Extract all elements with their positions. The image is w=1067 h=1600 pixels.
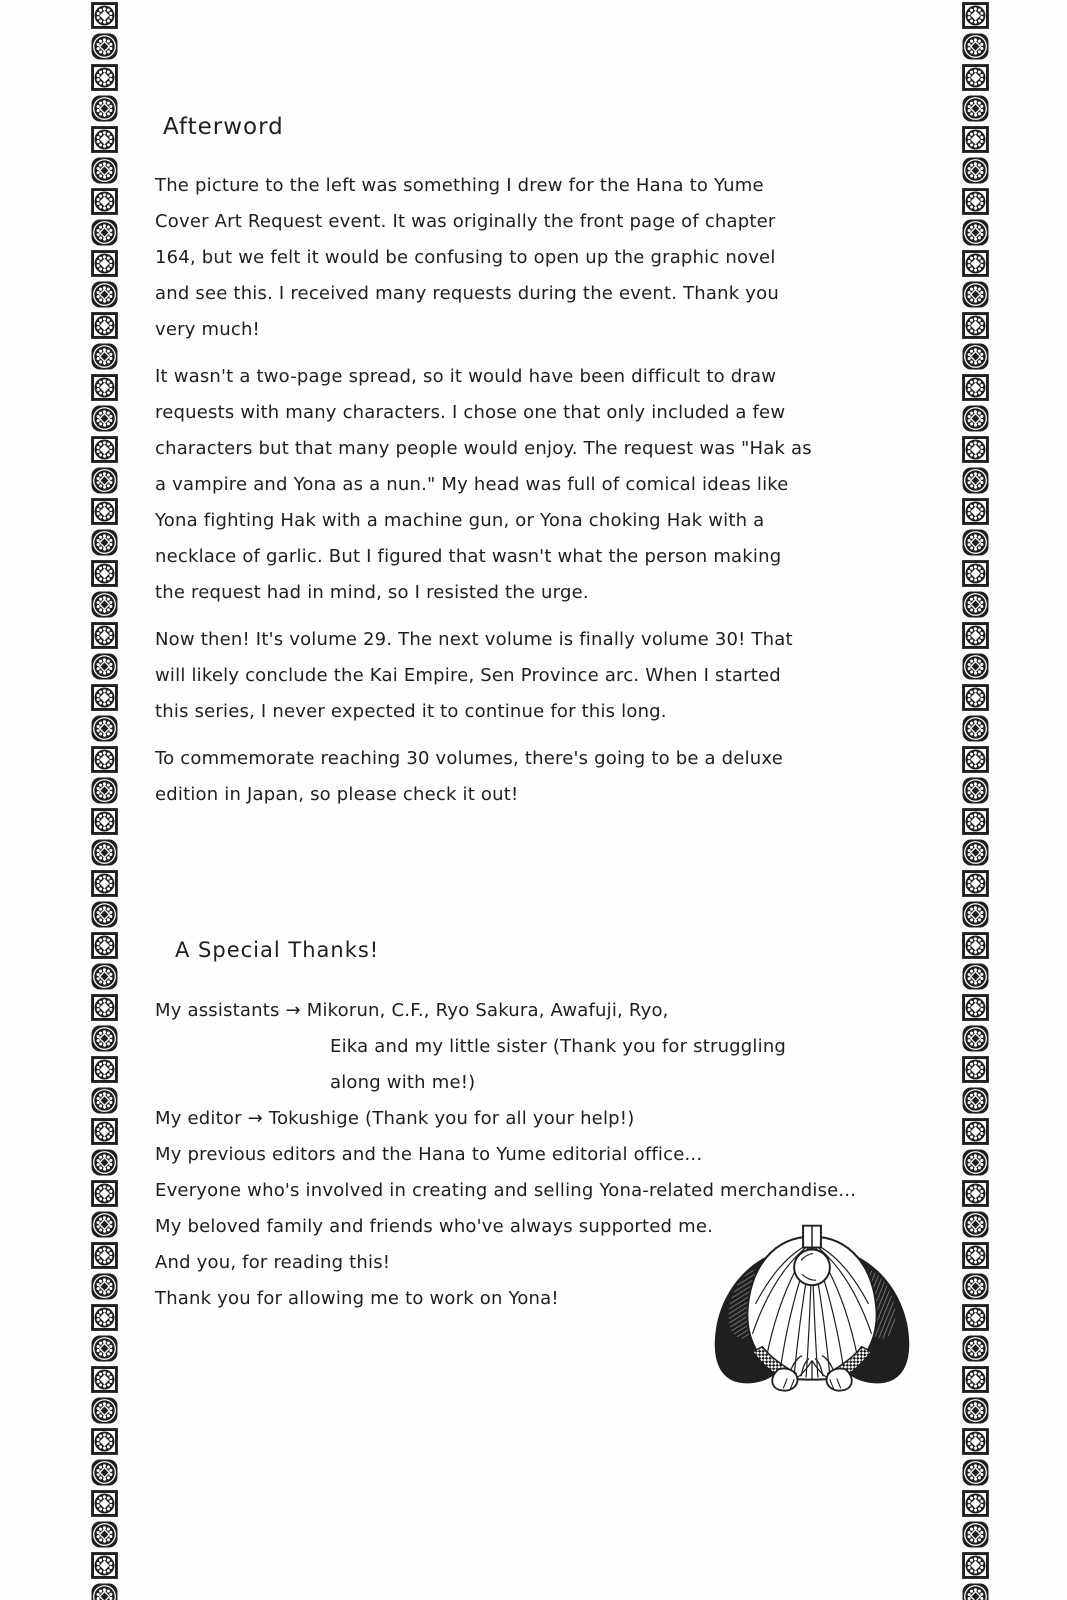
border-tile-light xyxy=(962,498,989,525)
bowing-character-illustration xyxy=(693,1212,931,1402)
text-line: 164, but we felt it would be confusing to open up the graphic novel xyxy=(155,247,776,268)
text-line: Eika and my little sister (Thank you for struggling xyxy=(330,1036,787,1057)
border-tile-dark xyxy=(91,1149,118,1176)
border-tile-dark xyxy=(91,591,118,618)
text-line: And you, for reading this! xyxy=(155,1252,391,1273)
border-tile-light xyxy=(962,622,989,649)
border-tile-light xyxy=(962,312,989,339)
text-line: To commemorate reaching 30 volumes, there's going to be a deluxe xyxy=(155,748,783,769)
border-tile-light xyxy=(91,312,118,339)
border-tile-light xyxy=(91,746,118,773)
text-line: very much! xyxy=(155,319,260,340)
text-line: requests with many characters. I chose one that only included a few xyxy=(155,402,786,423)
afterword-paragraph-3 xyxy=(155,622,937,730)
border-tile-dark xyxy=(91,33,118,60)
border-tile-dark xyxy=(91,715,118,742)
text-line: necklace of garlic. But I figured that wasn't what the person making xyxy=(155,546,782,567)
border-tile-dark xyxy=(962,281,989,308)
border-tile-dark xyxy=(962,715,989,742)
border-tile-dark xyxy=(91,963,118,990)
border-tile-dark xyxy=(962,1211,989,1238)
border-tile-light xyxy=(962,870,989,897)
decorative-border-left xyxy=(91,2,118,1600)
border-tile-dark xyxy=(962,901,989,928)
border-tile-dark xyxy=(91,653,118,680)
border-tile-dark xyxy=(91,1335,118,1362)
border-tile-dark xyxy=(962,219,989,246)
border-tile-light xyxy=(962,1490,989,1517)
border-tile-dark xyxy=(962,591,989,618)
text-line: edition in Japan, so please check it out! xyxy=(155,784,519,805)
text-line: My assistants → Mikorun, C.F., Ryo Sakura, Awafuji, Ryo, xyxy=(155,1000,669,1021)
border-tile-dark xyxy=(962,343,989,370)
border-tile-dark xyxy=(91,529,118,556)
text-line: the request had in mind, so I resisted the urge. xyxy=(155,582,589,603)
border-tile-dark xyxy=(962,33,989,60)
border-tile-dark xyxy=(91,1211,118,1238)
text-line: The picture to the left was something I drew for the Hana to Yume xyxy=(155,175,764,196)
text-line: this series, I never expected it to continue for this long. xyxy=(155,701,667,722)
border-tile-light xyxy=(962,684,989,711)
border-tile-dark xyxy=(962,467,989,494)
border-tile-dark xyxy=(91,467,118,494)
border-tile-light xyxy=(91,560,118,587)
border-tile-light xyxy=(962,374,989,401)
border-tile-light xyxy=(962,2,989,29)
border-tile-light xyxy=(91,1304,118,1331)
border-tile-dark xyxy=(962,1025,989,1052)
border-tile-dark xyxy=(91,1025,118,1052)
border-tile-light xyxy=(91,1056,118,1083)
text-line: My editor → Tokushige (Thank you for all your help!) xyxy=(155,1108,635,1129)
text-line: Now then! It's volume 29. The next volume is finally volume 30! That xyxy=(155,629,793,650)
border-tile-light xyxy=(91,188,118,215)
border-tile-dark xyxy=(962,157,989,184)
border-tile-light xyxy=(91,1242,118,1269)
border-tile-light xyxy=(91,932,118,959)
border-tile-light xyxy=(962,188,989,215)
border-tile-dark xyxy=(91,405,118,432)
afterword-heading: Afterword xyxy=(163,114,284,140)
text-line: will likely conclude the Kai Empire, Sen Province arc. When I started xyxy=(155,665,781,686)
border-tile-dark xyxy=(962,529,989,556)
border-tile-light xyxy=(962,1242,989,1269)
border-tile-light xyxy=(91,2,118,29)
border-tile-dark xyxy=(962,1521,989,1548)
bowing-character-svg xyxy=(693,1212,931,1402)
border-tile-dark xyxy=(962,1087,989,1114)
border-tile-dark xyxy=(962,1335,989,1362)
border-tile-dark xyxy=(91,157,118,184)
border-tile-dark xyxy=(962,839,989,866)
border-tile-dark xyxy=(91,1459,118,1486)
border-tile-dark xyxy=(91,901,118,928)
border-tile-dark xyxy=(91,1273,118,1300)
border-tile-light xyxy=(962,436,989,463)
border-tile-light xyxy=(962,746,989,773)
border-tile-dark xyxy=(962,653,989,680)
border-tile-light xyxy=(91,994,118,1021)
border-tile-light xyxy=(962,1304,989,1331)
border-tile-dark xyxy=(91,1397,118,1424)
border-tile-light xyxy=(91,1552,118,1579)
text-line: Yona fighting Hak with a machine gun, or Yona choking Hak with a xyxy=(155,510,765,531)
afterword-content xyxy=(155,112,937,1317)
border-tile-light xyxy=(91,498,118,525)
border-tile-light xyxy=(91,64,118,91)
border-tile-dark xyxy=(91,1583,118,1600)
text-line: Cover Art Request event. It was originally the front page of chapter xyxy=(155,211,776,232)
border-tile-light xyxy=(962,932,989,959)
border-tile-light xyxy=(962,560,989,587)
border-tile-dark xyxy=(91,1087,118,1114)
text-line: It wasn't a two-page spread, so it would have been difficult to draw xyxy=(155,366,777,387)
border-tile-light xyxy=(91,1428,118,1455)
text-line: characters but that many people would enjoy. The request was "Hak as xyxy=(155,438,812,459)
border-tile-light xyxy=(91,808,118,835)
border-tile-light xyxy=(91,870,118,897)
border-tile-light xyxy=(962,1428,989,1455)
text-line: Thank you for allowing me to work on Yona! xyxy=(155,1288,559,1309)
border-tile-light xyxy=(962,994,989,1021)
border-tile-dark xyxy=(91,343,118,370)
border-tile-light xyxy=(962,1180,989,1207)
afterword-paragraph-4 xyxy=(155,741,937,813)
border-tile-dark xyxy=(91,777,118,804)
text-line: and see this. I received many requests during the event. Thank you xyxy=(155,283,779,304)
border-tile-light xyxy=(91,622,118,649)
border-tile-light xyxy=(962,126,989,153)
text-line: My previous editors and the Hana to Yume editorial office... xyxy=(155,1144,703,1165)
afterword-paragraph-1 xyxy=(155,168,937,348)
text-line: a vampire and Yona as a nun." My head was full of comical ideas like xyxy=(155,474,789,495)
border-tile-dark xyxy=(91,219,118,246)
border-tile-light xyxy=(91,1366,118,1393)
special-thanks-heading: A Special Thanks! xyxy=(175,938,380,962)
border-tile-light xyxy=(962,250,989,277)
border-tile-dark xyxy=(962,1273,989,1300)
border-tile-dark xyxy=(962,777,989,804)
border-tile-dark xyxy=(962,95,989,122)
border-tile-dark xyxy=(962,1583,989,1600)
border-tile-dark xyxy=(91,95,118,122)
border-tile-dark xyxy=(91,839,118,866)
text-line: along with me!) xyxy=(330,1072,476,1093)
border-tile-light xyxy=(962,1552,989,1579)
text-line: My beloved family and friends who've always supported me. xyxy=(155,1216,714,1237)
decorative-border-right xyxy=(962,2,989,1600)
border-tile-dark xyxy=(962,963,989,990)
border-tile-light xyxy=(91,250,118,277)
border-tile-light xyxy=(962,1118,989,1145)
border-tile-dark xyxy=(962,1459,989,1486)
afterword-paragraph-2 xyxy=(155,359,937,611)
border-tile-light xyxy=(91,1180,118,1207)
border-tile-light xyxy=(91,436,118,463)
border-tile-light xyxy=(962,1056,989,1083)
border-tile-light xyxy=(962,1366,989,1393)
border-tile-dark xyxy=(91,281,118,308)
text-line: Everyone who's involved in creating and selling Yona-related merchandise... xyxy=(155,1180,857,1201)
border-tile-light xyxy=(962,64,989,91)
border-tile-light xyxy=(91,1118,118,1145)
border-tile-dark xyxy=(962,405,989,432)
border-tile-light xyxy=(962,808,989,835)
border-tile-dark xyxy=(962,1149,989,1176)
border-tile-light xyxy=(91,684,118,711)
border-tile-light xyxy=(91,126,118,153)
border-tile-dark xyxy=(91,1521,118,1548)
border-tile-light xyxy=(91,374,118,401)
border-tile-light xyxy=(91,1490,118,1517)
border-tile-dark xyxy=(962,1397,989,1424)
